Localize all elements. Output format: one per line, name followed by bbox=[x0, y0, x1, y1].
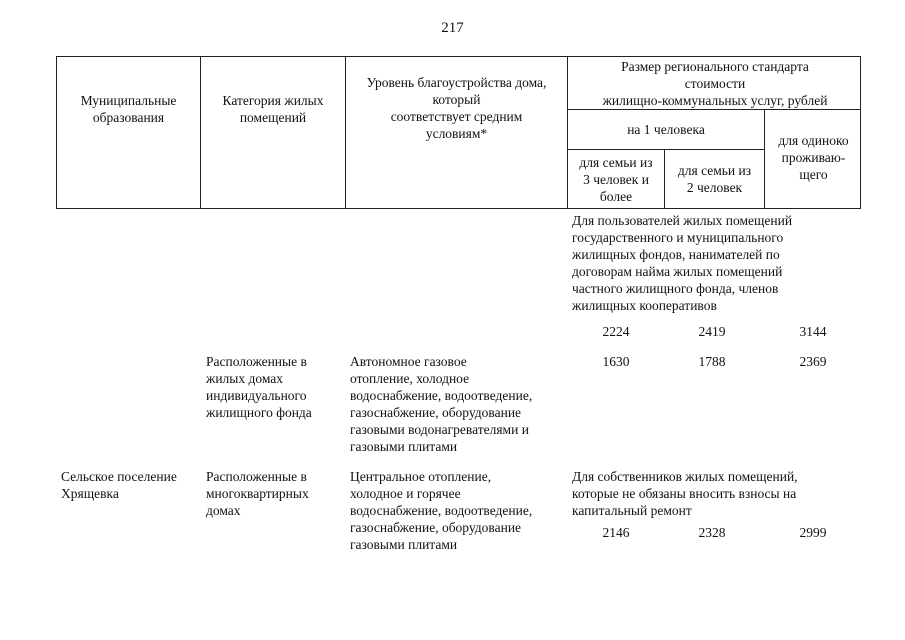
value-cell: 2328 bbox=[698, 525, 726, 540]
header-per-person: на 1 человека bbox=[627, 122, 705, 137]
header-family3: для семьи из 3 человек и более bbox=[579, 155, 653, 204]
value-cell: 1630 bbox=[602, 354, 630, 369]
header-category: Категория жилых помещений bbox=[222, 93, 324, 125]
value-cell: 2419 bbox=[698, 324, 726, 339]
header-standard: Размер регионального стандарта стоимости жилищно-коммунальных услуг, рублей bbox=[602, 59, 828, 108]
value-cell: 2146 bbox=[602, 525, 630, 540]
row-divider bbox=[567, 109, 860, 110]
header-municipality: Муниципальные образования bbox=[80, 93, 177, 125]
value-cell: 3144 bbox=[799, 324, 827, 339]
row3-category: Расположенные в многоквартирных домах bbox=[206, 469, 309, 518]
header-family2: для семьи из 2 человек bbox=[677, 163, 752, 195]
value-cell: 1788 bbox=[698, 354, 726, 369]
value-cell: 2224 bbox=[602, 324, 630, 339]
owners-note: Для собственников жилых помещений, которые не обязаны вносить взносы на капитальный ремонт bbox=[572, 469, 798, 518]
table-header bbox=[56, 56, 861, 209]
row3-level: Центральное отопление, холодное и горячее водоснабжение, водоотведение, газоснабжение, оборудование газовыми плитами bbox=[350, 469, 533, 552]
column-divider bbox=[200, 57, 201, 208]
row-divider bbox=[567, 149, 764, 150]
users-note: Для пользователей жилых помещений государственного и муниципального жилищных фондов, нанимателей по договорам найма жилых помещений частного жилищного фонда, членов жилищных кооперативов bbox=[572, 213, 793, 313]
row2-category: Расположенные в жилых домах индивидуального жилищного фонда bbox=[206, 354, 312, 420]
value-cell: 2999 bbox=[799, 525, 827, 540]
row2-level: Автономное газовое отопление, холодное водоснабжение, водоотведение, газоснабжение, оборудование газовыми водонагревателями и газовыми плитами bbox=[350, 354, 533, 454]
header-level: Уровень благоустройства дома, который соответствует средним условиям* bbox=[366, 75, 547, 141]
header-single: для одиноко проживаю- щего bbox=[778, 133, 849, 182]
value-cell: 2369 bbox=[799, 354, 827, 369]
row3-municipality: Сельское поселение Хрящевка bbox=[61, 469, 177, 501]
page-number: 217 bbox=[441, 20, 464, 36]
